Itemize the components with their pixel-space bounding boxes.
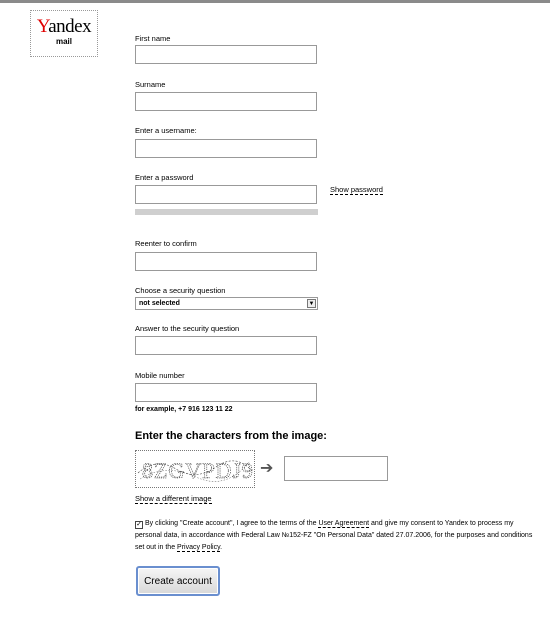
show-password-link[interactable]: Show password <box>330 185 383 194</box>
logo-sub: mail <box>55 37 72 46</box>
reenter-label: Reenter to confirm <box>135 239 197 248</box>
user-agreement-link[interactable]: User Agreement <box>318 520 370 527</box>
reenter-password-input[interactable] <box>135 252 317 271</box>
yandex-mail-logo[interactable] <box>30 10 98 57</box>
answer-input[interactable] <box>135 336 317 355</box>
consent-text: ✓ By clicking "Create account", I agree to the terms of the User Agreement and give my consent to Yandex to process my personal data, in accordance with Federal Law №152-FZ "On Personal Data" dated 27.07.2006, for the purposes and conditions set out in the Privacy Policy. <box>135 520 533 551</box>
first-name-label: First name <box>135 34 171 43</box>
logo-brand: Yandex <box>36 16 92 37</box>
surname-label: Surname <box>135 80 166 89</box>
password-input[interactable] <box>135 185 317 204</box>
username-input[interactable] <box>135 139 317 158</box>
surname-input[interactable] <box>135 92 317 111</box>
arrow-right-icon: ➔ <box>260 460 274 477</box>
mobile-input[interactable] <box>135 383 317 402</box>
username-label: Enter a username: <box>135 126 197 135</box>
chevron-down-icon[interactable]: ▼ <box>308 301 315 307</box>
captcha-input[interactable] <box>284 456 388 481</box>
show-different-image-link[interactable]: Show a different image <box>135 494 212 503</box>
captcha-text: 8ZGVPDJ9 <box>142 458 254 483</box>
password-strength-bar <box>135 209 318 215</box>
mobile-hint: for example, +7 916 123 11 22 <box>135 406 233 413</box>
answer-label: Answer to the security question <box>135 324 240 333</box>
security-question-select[interactable] <box>135 297 318 310</box>
captcha-noise <box>136 451 254 487</box>
captcha-image <box>135 450 255 488</box>
security-question-label: Choose a security question <box>135 286 226 295</box>
first-name-input[interactable] <box>135 45 317 64</box>
mobile-label: Mobile number <box>135 371 185 380</box>
consent-checkbox[interactable]: ✓ <box>136 521 142 528</box>
privacy-policy-link[interactable]: Privacy Policy <box>177 544 221 551</box>
create-account-button[interactable]: Create account <box>136 566 220 596</box>
top-border <box>0 0 550 3</box>
captcha-title: Enter the characters from the image: <box>135 430 327 442</box>
security-question-value: not selected <box>139 300 180 307</box>
password-label: Enter a password <box>135 173 194 182</box>
